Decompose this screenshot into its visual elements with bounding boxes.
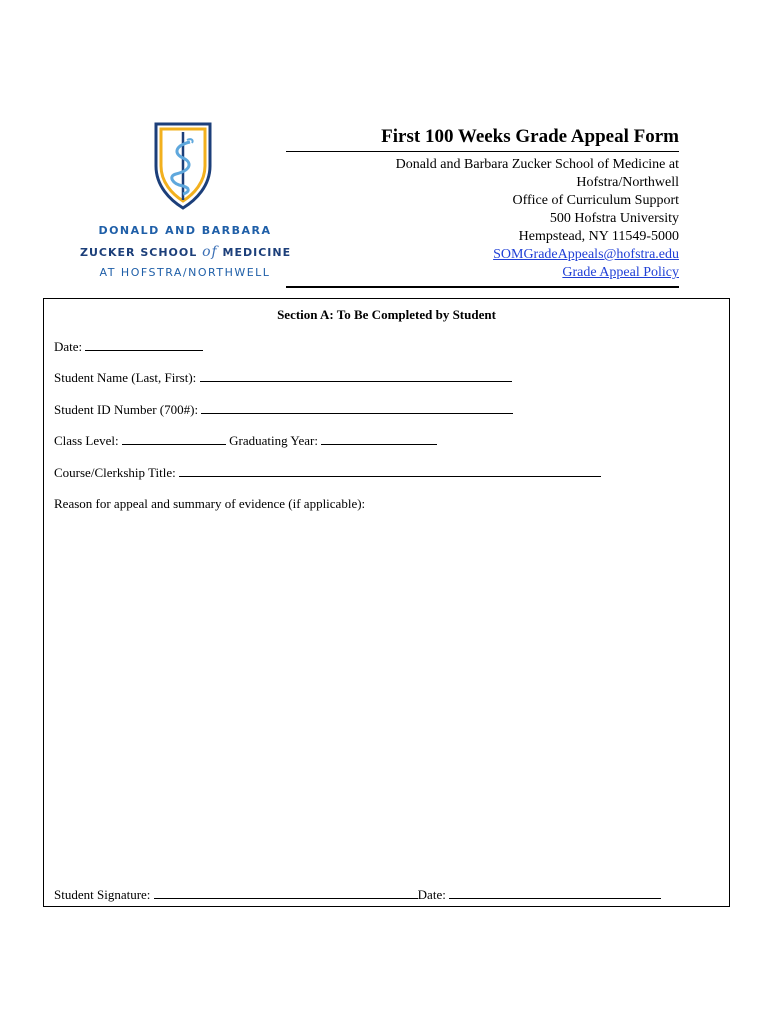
address-line: Hofstra/Northwell — [576, 175, 679, 190]
logo-line-1: DONALD AND BARBARA — [98, 224, 272, 237]
school-logo — [80, 120, 290, 285]
logo-line-2-b: MEDICINE — [222, 246, 292, 259]
student-id-label: Student ID Number (700#): — [54, 402, 199, 417]
school-address — [396, 156, 679, 282]
course-title-blank[interactable] — [179, 465, 601, 477]
email-link[interactable]: SOMGradeAppeals@hofstra.edu — [493, 247, 679, 262]
signature-date-label: Date: — [417, 887, 446, 902]
date-label: Date: — [54, 339, 83, 354]
title-rule — [286, 151, 679, 152]
student-id-field — [54, 402, 513, 418]
date-blank[interactable] — [85, 339, 203, 351]
address-line: Donald and Barbara Zucker School of Medicine at — [395, 157, 679, 172]
graduating-year-blank[interactable] — [321, 433, 437, 445]
course-title-label: Course/Clerkship Title: — [54, 465, 176, 480]
form-title: First 100 Weeks Grade Appeal Form — [381, 126, 679, 147]
student-id-blank[interactable] — [201, 402, 513, 414]
student-name-blank[interactable] — [200, 370, 512, 382]
shield-caduceus-icon — [152, 120, 214, 212]
signature-field — [54, 887, 661, 903]
signature-date-blank[interactable] — [449, 887, 661, 899]
logo-line-2-a: ZUCKER SCHOOL — [80, 246, 198, 259]
address-line: Office of Curriculum Support — [512, 193, 679, 208]
class-level-label: Class Level: — [54, 433, 119, 448]
reason-label: Reason for appeal and summary of evidence (if applicable): — [54, 496, 366, 511]
address-line: Hempstead, NY 11549-5000 — [518, 229, 679, 244]
class-level-blank[interactable] — [122, 433, 226, 445]
date-field — [54, 339, 203, 355]
signature-label: Student Signature: — [54, 887, 151, 902]
student-name-field — [54, 370, 512, 386]
class-level-field — [54, 433, 437, 449]
logo-line-2 — [80, 244, 290, 260]
address-line: 500 Hofstra University — [549, 211, 679, 226]
student-name-label: Student Name (Last, First): — [54, 370, 197, 385]
header-rule — [286, 286, 679, 288]
section-title: Section A: To Be Completed by Student — [277, 307, 496, 322]
logo-of: of — [202, 244, 218, 260]
logo-line-3: AT HOFSTRA/NORTHWELL — [99, 266, 271, 279]
signature-blank[interactable] — [154, 887, 418, 899]
student-section-box — [43, 298, 730, 907]
graduating-year-label: Graduating Year: — [229, 433, 318, 448]
course-title-field — [54, 465, 601, 481]
policy-link[interactable]: Grade Appeal Policy — [562, 265, 679, 280]
